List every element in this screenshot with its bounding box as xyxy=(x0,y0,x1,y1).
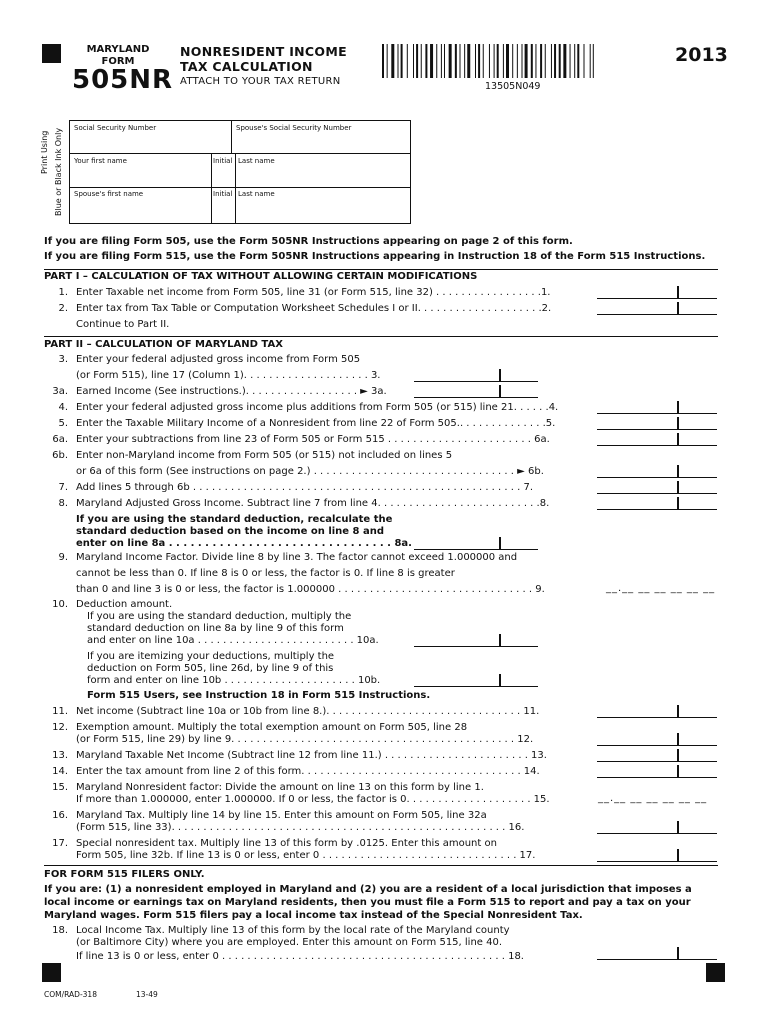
line14-amount[interactable] xyxy=(597,764,717,778)
line3-label: Enter your federal adjusted gross income from Form 505 xyxy=(76,354,361,365)
form-title-line2: TAX CALCULATION xyxy=(180,59,313,74)
line10a-label: If you are using the standard deduction, multiply the xyxy=(87,611,352,622)
line3a-label: Earned Income (See instructions.). . . . . . . . . . . . . . . . . . ► 3a. xyxy=(76,386,387,397)
line18-label: Local Income Tax. Multiply line 13 of this form by the local rate of the Maryland county xyxy=(76,925,510,936)
line13-amount[interactable] xyxy=(597,748,717,762)
line10b-label: If you are itemizing your deductions, multiply the xyxy=(87,651,335,662)
form515-para-2: local income or earnings tax on Maryland residents, then you must file a Form 515 to report and pay a tax on your xyxy=(44,897,691,908)
line9-label-2: cannot be less than 0. If line 8 is 0 or less, the factor is 0. If line 8 is greater xyxy=(76,568,455,579)
attach-note: ATTACH TO YOUR TAX RETURN xyxy=(180,76,341,87)
line6b-label: Enter non-Maryland income from Form 505 (or 515) not included on lines 5 xyxy=(76,450,453,461)
barcode-number: 13505N049 xyxy=(485,81,541,92)
taxpayer-id-box xyxy=(69,120,411,224)
spouse-ssn-field[interactable]: Spouse's Social Security Number xyxy=(236,124,352,132)
spouse-first-name-field[interactable]: Spouse's first name xyxy=(74,190,144,198)
intro-505: If you are filing Form 505, use the Form 505NR Instructions appearing on page 2 of this form. xyxy=(44,236,573,247)
part1-heading: PART I – CALCULATION OF TAX WITHOUT ALLOWING CERTAIN MODIFICATIONS xyxy=(44,271,478,282)
line17-amount[interactable] xyxy=(597,848,717,862)
barcode xyxy=(382,44,655,78)
line2-label: Enter tax from Tax Table or Computation Worksheet Schedules I or II. . . . . . . . . . . . . . . . . . . .2. xyxy=(76,303,552,314)
form515-para-1: If you are: (1) a nonresident employed in Maryland and (2) you are a resident of a local jurisdiction that imposes a xyxy=(44,884,692,895)
form515-para-3: Maryland wages. Form 515 filers pay a local income tax instead of the Special Nonresident Tax. xyxy=(44,910,583,921)
line8a-label: If you are using the standard deduction, recalculate the xyxy=(76,514,393,525)
continue-note: Continue to Part II. xyxy=(76,319,170,330)
line6b-label-cont: or 6a of this form (See instructions on page 2.) . . . . . . . . . . . . . . . . . . . . . . . . . . . . . . . . ► 6b. xyxy=(76,466,544,477)
line11-amount[interactable] xyxy=(597,704,717,718)
line12-label: Exemption amount. Multiply the total exemption amount on Form 505, line 28 xyxy=(76,722,468,733)
intro-515: If you are filing Form 515, use the Form 505NR Instructions appearing in Instruction 18 of the Form 515 Instructions. xyxy=(44,251,706,262)
line5-amount[interactable] xyxy=(597,416,717,430)
spouse-last-name-field[interactable]: Last name xyxy=(238,190,275,198)
form515-heading: FOR FORM 515 FILERS ONLY. xyxy=(44,869,205,880)
line15-factor[interactable]: __.__ __ __ __ __ __ xyxy=(598,793,708,804)
last-name-field[interactable]: Last name xyxy=(238,157,275,165)
line16-amount[interactable] xyxy=(597,820,717,834)
line6a-label: Enter your subtractions from line 23 of Form 505 or Form 515 . . . . . . . . . . . . . . . . . . . . . . . 6a. xyxy=(76,434,550,445)
line3-label-cont: (or Form 515), line 17 (Column 1). . . . . . . . . . . . . . . . . . . . 3. xyxy=(76,370,381,381)
line10a-label-3: and enter on line 10a . . . . . . . . . . . . . . . . . . . . . . . . . 10a. xyxy=(87,635,379,646)
registration-mark-top-left xyxy=(42,44,61,63)
line4-label: Enter your federal adjusted gross income plus additions from Form 505 (or 515) line 21. . . . . .4. xyxy=(76,402,559,413)
page-code: 13-49 xyxy=(136,990,158,999)
line10b-label-3: form and enter on line 10b . . . . . . . . . . . . . . . . . . . . . 10b. xyxy=(87,675,381,686)
line6b-amount[interactable] xyxy=(597,464,717,478)
line10a-amount[interactable] xyxy=(414,633,538,647)
side-print-using: Print Using xyxy=(40,130,49,174)
side-ink-note: Blue or Black Ink Only xyxy=(54,127,63,216)
line9-label-3: than 0 and line 3 is 0 or less, the factor is 1.000000 . . . . . . . . . . . . . . . . . . . . . . . . . . . . . . . 9. xyxy=(76,584,545,595)
line12-amount[interactable] xyxy=(597,732,717,746)
first-name-field[interactable]: Your first name xyxy=(74,157,127,165)
line10a-label-2: standard deduction on line 8a by line 9 of this form xyxy=(87,623,344,634)
line14-label: Enter the tax amount from line 2 of this form. . . . . . . . . . . . . . . . . . . . . . . . . . . . . . . . . . . 14. xyxy=(76,766,540,777)
line10-label: Deduction amount. xyxy=(76,599,173,610)
line3-amount[interactable] xyxy=(414,368,538,382)
line5-label: Enter the Taxable Military Income of a Nonresident from line 22 of Form 505.. . . . . . . . . . . . . .5. xyxy=(76,418,556,429)
form-label: FORM xyxy=(101,56,135,67)
line9-factor[interactable]: __.__ __ __ __ __ __ xyxy=(606,583,716,594)
line8a-label-3: enter on line 8a . . . . . . . . . . . . . . . . . . . . . . . . . . . . . . . 8a. xyxy=(76,538,412,549)
line18-label-3: If line 13 is 0 or less, enter 0 . . . . . . . . . . . . . . . . . . . . . . . . . . . . . . . . . . . . . . . . . . . . . 18. xyxy=(76,951,524,962)
form-title-line1: NONRESIDENT INCOME xyxy=(180,44,347,59)
line17-label: Special nonresident tax. Multiply line 13 of this form by .0125. Enter this amount on xyxy=(76,838,497,849)
line13-label: Maryland Taxable Net Income (Subtract line 12 from line 11.) . . . . . . . . . . . . . . . . . . . . . . . 13. xyxy=(76,750,547,761)
line7-amount[interactable] xyxy=(597,480,717,494)
line17-label-2: Form 505, line 32b. If line 13 is 0 or less, enter 0 . . . . . . . . . . . . . . . . . . . . . . . . . . . . . . . 17. xyxy=(76,850,536,861)
line8-amount[interactable] xyxy=(597,496,717,510)
line6a-amount[interactable] xyxy=(597,432,717,446)
line8-label: Maryland Adjusted Gross Income. Subtract line 7 from line 4. . . . . . . . . . . . . . . . . . . . . . . . . .8. xyxy=(76,498,550,509)
line11-label: Net income (Subtract line 10a or 10b from line 8.). . . . . . . . . . . . . . . . . . . . . . . . . . . . . . . 11. xyxy=(76,706,540,717)
line8a-amount[interactable] xyxy=(414,536,538,550)
line12-label-2: (or Form 515, line 29) by line 9. . . . . . . . . . . . . . . . . . . . . . . . . . . . . . . . . . . . . . . . . . . . . 12. xyxy=(76,734,534,745)
line4-amount[interactable] xyxy=(597,400,717,414)
form-code: COM/RAD-318 xyxy=(44,990,97,999)
registration-mark-bottom-left xyxy=(42,963,61,982)
line15-label: Maryland Nonresident factor: Divide the amount on line 13 on this form by line 1. xyxy=(76,782,484,793)
line1-amount[interactable] xyxy=(597,285,717,299)
line3a-amount[interactable] xyxy=(414,384,538,398)
line10b-label-2: deduction on Form 505, line 26d, by line 9 of this xyxy=(87,663,334,674)
line16-label-2: (Form 515, line 33). . . . . . . . . . . . . . . . . . . . . . . . . . . . . . . . . . . . . . . . . . . . . . . . . . . . . 16. xyxy=(76,822,525,833)
registration-mark-bottom-right xyxy=(706,963,725,982)
initial-field[interactable]: Initial xyxy=(213,157,233,165)
line2-amount[interactable] xyxy=(597,301,717,315)
line8a-label-2: standard deduction based on the income on line 8 and xyxy=(76,526,385,537)
form515-note: Form 515 Users, see Instruction 18 in Form 515 Instructions. xyxy=(87,690,431,701)
tax-year: 2013 xyxy=(675,44,728,66)
line9-label: Maryland Income Factor. Divide line 8 by line 3. The factor cannot exceed 1.000000 and xyxy=(76,552,518,563)
line10b-amount[interactable] xyxy=(414,673,538,687)
line7-label: Add lines 5 through 6b . . . . . . . . . . . . . . . . . . . . . . . . . . . . . . . . . . . . . . . . . . . . . . . . . . . . 7. xyxy=(76,482,534,493)
form-number: 505NR xyxy=(72,65,174,95)
line18-amount[interactable] xyxy=(597,946,717,960)
line1-label: Enter Taxable net income from Form 505, line 31 (or Form 515, line 32) . . . . . . . . . . . . . . . . .1. xyxy=(76,287,551,298)
part2-heading: PART II – CALCULATION OF MARYLAND TAX xyxy=(44,339,283,350)
line15-label-2: If more than 1.000000, enter 1.000000. If 0 or less, the factor is 0. . . . . . . . . . . . . . . . . . . . 15. xyxy=(76,794,550,805)
spouse-initial-field[interactable]: Initial xyxy=(213,190,233,198)
line16-label: Maryland Tax. Multiply line 14 by line 15. Enter this amount on Form 505, line 32a xyxy=(76,810,487,821)
state-label: MARYLAND xyxy=(86,44,150,55)
line18-label-2: (or Baltimore City) where you are employed. Enter this amount on Form 515, line 40. xyxy=(76,937,503,948)
ssn-field[interactable]: Social Security Number xyxy=(74,124,157,132)
